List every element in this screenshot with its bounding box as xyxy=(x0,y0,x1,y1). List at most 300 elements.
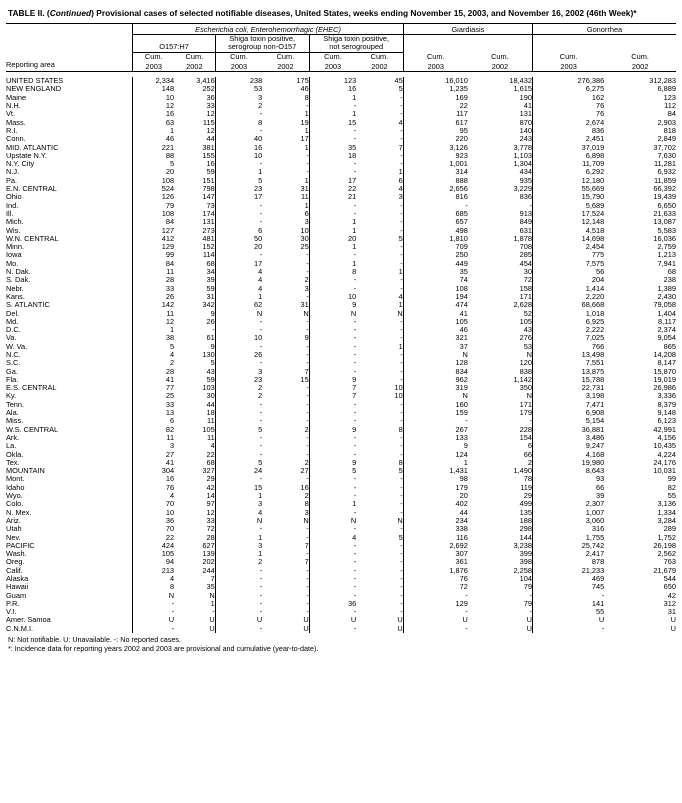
row-value: - xyxy=(400,358,403,368)
row-area-label: Md. xyxy=(6,316,19,326)
row-value: - xyxy=(306,391,309,401)
row-value: 1 xyxy=(215,168,262,176)
table-row xyxy=(6,475,676,483)
row-value: 120 xyxy=(519,358,533,368)
row-area-label: Upstate N.Y. xyxy=(6,150,47,160)
table-row xyxy=(6,152,676,160)
row-value: 11 xyxy=(133,310,174,318)
title-continued: Continued xyxy=(49,8,92,18)
row-area-label: Colo. xyxy=(6,499,24,509)
row-value: - xyxy=(309,542,356,550)
row-value: 3,229 xyxy=(513,184,533,194)
row-area-label: MID. ATLANTIC xyxy=(6,142,59,152)
row-value: 39 xyxy=(206,275,215,285)
year-2: 2002 xyxy=(186,61,203,71)
row-area-label: Wash. xyxy=(6,549,27,559)
row-value: 1,752 xyxy=(657,532,676,542)
row-value: 1 xyxy=(403,459,468,467)
row-area-label: Wyo. xyxy=(6,491,23,501)
row-value: 5 xyxy=(398,532,403,542)
cum-label-5: Cum. xyxy=(309,52,356,61)
row-value: 30 xyxy=(523,267,533,277)
row-value: - xyxy=(306,449,309,459)
row-value: 179 xyxy=(519,408,533,418)
table-row xyxy=(6,442,676,450)
table-row xyxy=(6,185,676,193)
row-value: U xyxy=(303,623,309,633)
row-value: - xyxy=(212,607,215,617)
row-value: N xyxy=(526,349,533,359)
row-value: - xyxy=(133,600,174,608)
row-value: 41 xyxy=(403,310,468,318)
cum-label-3: Cum. xyxy=(215,52,262,61)
row-value: 55 xyxy=(667,491,676,501)
row-value: 55,669 xyxy=(533,185,605,193)
row-value: - xyxy=(215,575,262,583)
row-value: 162 xyxy=(533,94,605,102)
row-value: 35 xyxy=(309,144,356,152)
table-row xyxy=(6,451,676,459)
row-value: 3,416 xyxy=(196,76,215,86)
row-value: 115 xyxy=(202,117,215,127)
row-value: - xyxy=(306,316,309,326)
row-value: 22 xyxy=(133,534,174,542)
row-value: 327 xyxy=(202,466,215,476)
row-value: 6 xyxy=(215,227,262,235)
cum-label-2: Cum. xyxy=(185,51,204,61)
row-value: 15 xyxy=(309,119,356,127)
row-area-label: Wis. xyxy=(6,225,21,235)
row-area-label: Guam xyxy=(6,590,27,600)
row-value: 10 xyxy=(394,383,403,393)
row-value: 12 xyxy=(133,318,174,326)
row-value: 1 xyxy=(309,243,356,251)
row-value: 16 xyxy=(206,159,215,169)
row-value: - xyxy=(400,499,403,509)
row-value: - xyxy=(306,325,309,335)
row-value: - xyxy=(306,150,309,160)
row-value: 131 xyxy=(519,109,533,119)
row-value: 267 xyxy=(403,426,468,434)
year-5: 2003 xyxy=(309,61,356,72)
row-value: 1,334 xyxy=(657,507,676,517)
row-value: - xyxy=(400,507,403,517)
row-value: 312,283 xyxy=(649,76,676,86)
row-value: - xyxy=(400,283,403,293)
row-value: - xyxy=(400,316,403,326)
row-value: 43 xyxy=(206,366,215,376)
row-value: - xyxy=(309,409,356,417)
row-value: - xyxy=(400,441,403,451)
row-value: N xyxy=(397,515,403,525)
row-value: 1,213 xyxy=(657,250,676,260)
row-value: 412 xyxy=(133,235,174,243)
table-row xyxy=(6,376,676,384)
row-value: 5 xyxy=(133,343,174,351)
row-value: 8,147 xyxy=(657,358,676,368)
row-value: 29 xyxy=(206,474,215,484)
row-value: - xyxy=(309,251,356,259)
table-row xyxy=(6,542,676,550)
row-value: - xyxy=(215,525,262,533)
row-value: 1 xyxy=(309,260,356,268)
row-value: 888 xyxy=(403,177,468,185)
row-area-label: W.S. CENTRAL xyxy=(6,424,59,434)
row-value: - xyxy=(533,625,605,633)
row-value: 16 xyxy=(309,85,356,93)
row-value: 9,054 xyxy=(657,333,676,343)
table-row xyxy=(6,260,676,268)
row-value: 12 xyxy=(206,507,215,517)
row-value: 38 xyxy=(133,334,174,342)
row-value: 481 xyxy=(202,233,215,243)
row-value: 15 xyxy=(300,374,309,384)
row-value: 97 xyxy=(206,499,215,509)
row-value: 865 xyxy=(663,341,676,351)
row-area-label: UNITED STATES xyxy=(6,76,64,86)
row-value: 2 xyxy=(215,558,262,566)
row-value: 26 xyxy=(206,316,215,326)
row-value: 171 xyxy=(519,291,533,301)
row-value: 88 xyxy=(133,152,174,160)
row-value: 4 xyxy=(215,276,262,284)
table-title xyxy=(8,8,674,19)
row-area-label: Calif. xyxy=(6,565,23,575)
row-value: 179 xyxy=(403,484,468,492)
row-value: 13,875 xyxy=(533,368,605,376)
table-row xyxy=(6,251,676,259)
row-value: 798 xyxy=(202,184,215,194)
row-value: - xyxy=(309,608,356,616)
row-value: 34 xyxy=(206,267,215,277)
row-value: 112 xyxy=(664,101,676,111)
row-value: - xyxy=(400,474,403,484)
row-area-label: Ala. xyxy=(6,408,19,418)
row-value: 11 xyxy=(133,268,174,276)
row-value: - xyxy=(400,607,403,617)
table-row xyxy=(6,144,676,152)
row-value: - xyxy=(309,567,356,575)
row-value: 33 xyxy=(206,101,215,111)
row-value: N xyxy=(133,592,174,600)
row-value: 399 xyxy=(519,549,533,559)
header-year-row xyxy=(6,61,676,72)
row-value: - xyxy=(133,625,174,633)
row-value: 2,454 xyxy=(533,243,605,251)
row-value: 116 xyxy=(403,534,468,542)
row-value: - xyxy=(215,251,262,259)
row-value: 66,392 xyxy=(653,184,676,194)
row-value: 28 xyxy=(133,368,174,376)
row-value: - xyxy=(400,275,403,285)
cum-label-6: Cum. xyxy=(370,51,389,61)
row-value: 9 xyxy=(309,426,356,434)
row-value: - xyxy=(215,583,262,591)
row-area-label: Alaska xyxy=(6,574,29,583)
row-value: 250 xyxy=(403,251,468,259)
row-value: 62 xyxy=(215,301,262,309)
row-value: 213 xyxy=(133,567,174,575)
row-value: 12 xyxy=(133,102,174,110)
row-value: 12 xyxy=(206,125,215,135)
row-value: 25 xyxy=(133,392,174,400)
row-value: 41 xyxy=(523,101,533,111)
row-value: 5 xyxy=(309,467,356,475)
row-value: 35 xyxy=(206,582,215,592)
row-value: - xyxy=(400,598,403,608)
row-value: 2,417 xyxy=(533,550,605,558)
row-value: 63 xyxy=(133,119,174,127)
row-value: U xyxy=(397,615,403,625)
row-area-label: N.J. xyxy=(6,167,20,177)
row-value: 2,258 xyxy=(513,565,533,575)
row-area-label: R.I. xyxy=(6,125,18,135)
row-value: 5 xyxy=(398,466,403,476)
table-row xyxy=(6,434,676,442)
row-value: 117 xyxy=(403,110,468,118)
table-row xyxy=(6,318,676,326)
row-value: 133 xyxy=(403,434,468,442)
row-value: - xyxy=(306,159,309,169)
row-value: 84 xyxy=(133,218,174,226)
row-value: 10 xyxy=(309,293,356,301)
row-value: 321 xyxy=(403,334,468,342)
row-value: 5,583 xyxy=(657,225,676,235)
row-value: 1 xyxy=(398,300,403,310)
row-value: U xyxy=(526,615,533,625)
row-value: 9 xyxy=(309,376,356,384)
row-value: 238 xyxy=(663,275,676,285)
row-value: 6 xyxy=(133,417,174,425)
row-value: 6,123 xyxy=(657,416,676,426)
row-value: 126 xyxy=(133,193,174,201)
row-value: U xyxy=(309,616,356,624)
table-row xyxy=(6,326,676,334)
row-value: 7 xyxy=(309,392,356,400)
row-value: - xyxy=(306,574,309,583)
row-value: 18,432 xyxy=(509,76,533,86)
row-value: 9 xyxy=(309,301,356,309)
row-value: 4,224 xyxy=(657,449,676,459)
row-value: 22 xyxy=(403,102,468,110)
row-value: 27 xyxy=(133,451,174,459)
row-value: 2 xyxy=(215,384,262,392)
row-value: 3,198 xyxy=(533,392,605,400)
row-value: - xyxy=(309,127,356,135)
row-value: 3,336 xyxy=(657,391,676,401)
row-value: - xyxy=(306,565,309,575)
row-value: 108 xyxy=(403,285,468,293)
row-value: 160 xyxy=(403,401,468,409)
row-value: - xyxy=(400,333,403,343)
row-value: 4 xyxy=(215,509,262,517)
row-value: - xyxy=(400,366,403,376)
row-value: 12,180 xyxy=(533,177,605,185)
row-value: - xyxy=(306,341,309,351)
row-value: - xyxy=(400,125,403,135)
row-value: 1,878 xyxy=(513,233,533,243)
row-value: 4 xyxy=(133,492,174,500)
row-value: 9 xyxy=(210,308,215,318)
row-value: - xyxy=(400,449,403,459)
row-value: 342 xyxy=(202,300,215,310)
table-row xyxy=(6,102,676,110)
row-value: 5 xyxy=(215,459,262,467)
row-value: 59 xyxy=(206,283,215,293)
row-value: 398 xyxy=(519,557,533,567)
row-value: - xyxy=(309,318,356,326)
row-value: - xyxy=(306,582,309,592)
row-area-label: Mich. xyxy=(6,217,24,227)
row-value: 7,025 xyxy=(533,334,605,342)
table-row xyxy=(6,110,676,118)
row-value: - xyxy=(212,325,215,335)
row-value: - xyxy=(215,409,262,417)
row-value: - xyxy=(309,210,356,218)
row-value: 119 xyxy=(520,482,533,492)
row-value: 15,790 xyxy=(533,193,605,201)
row-area-label: W.N. CENTRAL xyxy=(6,233,59,243)
row-value: - xyxy=(309,276,356,284)
row-value: 16 xyxy=(215,144,262,152)
row-area-label: Oreg. xyxy=(6,557,25,567)
row-value: 17 xyxy=(309,177,356,185)
row-value: 3 xyxy=(304,283,309,293)
row-value: 21,233 xyxy=(533,567,605,575)
row-value: 79 xyxy=(133,202,174,210)
row-area-label: Ill. xyxy=(6,208,14,218)
row-value: - xyxy=(215,434,262,442)
row-value: - xyxy=(215,442,262,450)
table-row xyxy=(6,517,676,525)
row-value: 33 xyxy=(206,515,215,525)
row-value: 3,284 xyxy=(657,515,676,525)
row-value: 22 xyxy=(309,185,356,193)
row-value: 130 xyxy=(202,349,215,359)
group-header-giardiasis: Giardiasis xyxy=(403,23,532,35)
row-value: 1 xyxy=(398,267,403,277)
row-value: 31 xyxy=(667,607,676,617)
row-value: 4 xyxy=(398,291,403,301)
table-row xyxy=(6,509,676,517)
row-value: - xyxy=(215,451,262,459)
row-value: 836 xyxy=(533,127,605,135)
row-value: 59 xyxy=(206,167,215,177)
row-value: 33 xyxy=(133,401,174,409)
row-area-label: Utah xyxy=(6,524,22,534)
row-value: 7,471 xyxy=(533,401,605,409)
row-value: 1,414 xyxy=(533,285,605,293)
row-value: 1 xyxy=(304,142,309,152)
row-value: 6,898 xyxy=(533,152,605,160)
row-value: - xyxy=(215,160,262,168)
row-value: 8 xyxy=(398,457,403,467)
row-value: - xyxy=(309,401,356,409)
row-area-label: NEW ENGLAND xyxy=(6,84,62,94)
row-value: 1,490 xyxy=(513,466,533,476)
row-value: 10 xyxy=(394,391,403,401)
row-value: - xyxy=(403,592,468,600)
row-value: 78 xyxy=(523,474,533,484)
row-value: 21,633 xyxy=(653,208,676,218)
row-value: 72 xyxy=(403,583,468,591)
row-area-label: C.N.M.I. xyxy=(6,623,34,633)
row-value: 124 xyxy=(403,451,468,459)
row-value: - xyxy=(215,210,262,218)
row-value: 285 xyxy=(519,250,533,260)
subgroup-nono157: Shiga toxin positive, serogroup non-O157 xyxy=(215,35,309,53)
row-value: N xyxy=(309,517,356,525)
row-value: 4,156 xyxy=(657,432,676,442)
row-value: 5,154 xyxy=(533,417,605,425)
row-area-label: P.R. xyxy=(6,598,20,608)
row-value: 43 xyxy=(523,325,533,335)
row-value: 24,176 xyxy=(653,457,676,467)
row-value: - xyxy=(400,225,403,235)
row-value: 923 xyxy=(403,152,468,160)
row-value: - xyxy=(309,550,356,558)
row-value: 657 xyxy=(403,218,468,226)
header-blank-3 xyxy=(403,35,532,53)
row-value: 27 xyxy=(300,466,309,476)
row-value: - xyxy=(309,492,356,500)
reporting-area-header: Reporting area xyxy=(6,59,55,69)
row-area-label: V.I. xyxy=(6,607,17,617)
row-value: - xyxy=(400,574,403,583)
row-value: 6,925 xyxy=(533,318,605,326)
row-value: 46 xyxy=(403,326,468,334)
year-7: 2003 xyxy=(403,61,468,72)
row-value: - xyxy=(400,208,403,218)
table-row xyxy=(6,268,676,276)
row-value: - xyxy=(306,598,309,608)
table-row xyxy=(6,210,676,218)
row-area-label: D.C. xyxy=(6,325,21,335)
row-value: 1 xyxy=(304,175,309,185)
row-value: - xyxy=(215,417,262,425)
row-value: 5 xyxy=(215,426,262,434)
row-value: 276 xyxy=(519,333,533,343)
row-value: 3 xyxy=(398,192,403,202)
row-area-label: Va. xyxy=(6,333,17,343)
row-value: 42,991 xyxy=(653,424,676,434)
row-value: 142 xyxy=(133,301,174,309)
table-row xyxy=(6,616,676,624)
row-value: - xyxy=(400,92,403,102)
row-value: - xyxy=(309,475,356,483)
row-value: 15,788 xyxy=(533,376,605,384)
row-value: 68 xyxy=(206,258,215,268)
row-value: - xyxy=(400,349,403,359)
row-value: - xyxy=(215,218,262,226)
cum-label-1: Cum. xyxy=(133,52,174,61)
row-value: - xyxy=(309,434,356,442)
table-row xyxy=(6,484,676,492)
row-value: 3,238 xyxy=(513,540,533,550)
row-area-label: S.C. xyxy=(6,358,21,368)
row-value: 99 xyxy=(667,474,676,484)
row-area-label: Mont. xyxy=(6,474,25,484)
row-value: - xyxy=(309,525,356,533)
row-value: 8,643 xyxy=(533,467,605,475)
row-value: 18 xyxy=(206,408,215,418)
row-value: 220 xyxy=(403,135,468,143)
row-value: - xyxy=(309,442,356,450)
table-row xyxy=(6,119,676,127)
row-value: 93 xyxy=(533,475,605,483)
row-value: - xyxy=(215,202,262,210)
table-row xyxy=(6,293,676,301)
